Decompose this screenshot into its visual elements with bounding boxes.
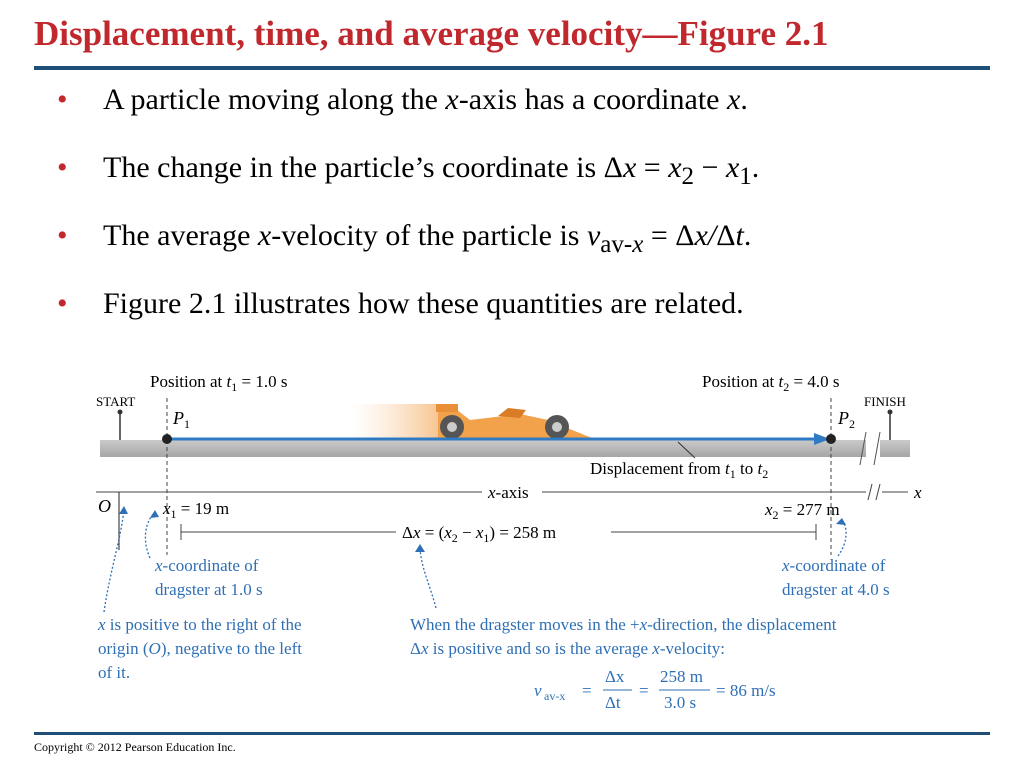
finish-label: FINISH: [864, 394, 906, 409]
svg-text:=: =: [582, 681, 592, 700]
title-divider: [34, 66, 990, 70]
coord1-callout-line: [145, 512, 155, 558]
start-label: START: [96, 394, 136, 409]
bullet-list: [55, 82, 759, 354]
dx-callout-line: [420, 546, 436, 608]
road-strip: [100, 440, 910, 457]
svg-text:= 86 m/s: = 86 m/s: [716, 681, 776, 700]
coord2-note-line2: dragster at 4.0 s: [782, 580, 890, 599]
bullet-dot-icon: •: [57, 219, 68, 252]
x-axis-end-label: x: [914, 483, 922, 502]
svg-text:Δx: Δx: [605, 667, 625, 686]
bullet-item: • The change in the particle’s coordinate is $\Delta x = x_2 - x_1$.: [57, 151, 760, 190]
coord1-note-line1: x-coordinate of: [155, 556, 259, 575]
callout-arrowhead-icon: [150, 510, 159, 518]
figure-2-1-diagram: [0, 360, 1024, 720]
bullet-dot-icon: •: [57, 83, 68, 116]
positive-note-line2: origin (O), negative to the left: [98, 639, 302, 658]
road-break: [866, 436, 880, 461]
bullet-item: • A particle moving along the x-axis has a coordinate x.: [57, 83, 748, 116]
axis-break-mark: [876, 484, 880, 500]
displacement-label: Displacement from $t_1$ to $t_2$: [590, 459, 769, 481]
origin-callout-line: [104, 508, 124, 612]
footer-divider: [34, 732, 990, 735]
slide-title: Displacement, time, and average velocity—Figure 2.1: [34, 14, 829, 53]
x-axis-label: x-axis: [488, 483, 529, 502]
position-1-label: Position at $t_1 = 1.0$ s: [150, 372, 288, 394]
p2-point: [826, 434, 836, 444]
coord1-note-line2: dragster at 1.0 s: [155, 580, 263, 599]
svg-text:3.0 s: 3.0 s: [664, 693, 697, 712]
callout-arrowhead-icon: [119, 506, 128, 514]
p2-label: $P_2$: [838, 408, 855, 431]
origin-label: O: [98, 496, 111, 516]
svg-text:av-x: av-x: [544, 689, 566, 703]
p1-point: [162, 434, 172, 444]
velocity-equation: [534, 667, 776, 712]
finish-post-cap: [888, 410, 893, 415]
dragster-note-line2: Δx is positive and so is the average x-velocity:: [410, 639, 725, 658]
bullet-item: • The average x-velocity of the particle is $v_{av-x} = \Delta x/\Delta t$.: [57, 219, 752, 258]
dragster-note-line1: When the dragster moves in the +x-direction, the displacement: [410, 615, 837, 634]
coord2-callout-line: [838, 520, 846, 556]
start-post-cap: [118, 410, 123, 415]
coord2-note-line1: x-coordinate of: [782, 556, 886, 575]
svg-text:v: v: [534, 681, 542, 700]
callout-arrowhead-icon: [415, 544, 425, 552]
svg-text:=: =: [639, 681, 649, 700]
position-2-label: Position at $t_2 = 4.0$ s: [702, 372, 840, 394]
positive-note-line3: of it.: [98, 663, 131, 682]
copyright-notice: Copyright © 2012 Pearson Education Inc.: [34, 740, 236, 754]
p1-label: $P_1$: [173, 408, 190, 431]
callout-arrowhead-icon: [836, 518, 846, 525]
dx-equation: $\Delta x = (x_2 - x_1) = 258$ m: [402, 523, 557, 545]
svg-text:Δt: Δt: [605, 693, 621, 712]
bullet-dot-icon: •: [57, 287, 68, 320]
svg-text:258 m: 258 m: [660, 667, 703, 686]
x2-label: $x_2 = 277$ m: [765, 500, 840, 522]
positive-note-line1: x is positive to the right of the: [98, 615, 302, 634]
x1-label: $x_1 = 19$ m: [163, 499, 230, 521]
axis-break-mark: [868, 484, 872, 500]
bullet-item: • Figure 2.1 illustrates how these quantities are related.: [57, 287, 744, 320]
bullet-dot-icon: •: [57, 151, 68, 184]
dragster-car-icon: [352, 404, 592, 439]
